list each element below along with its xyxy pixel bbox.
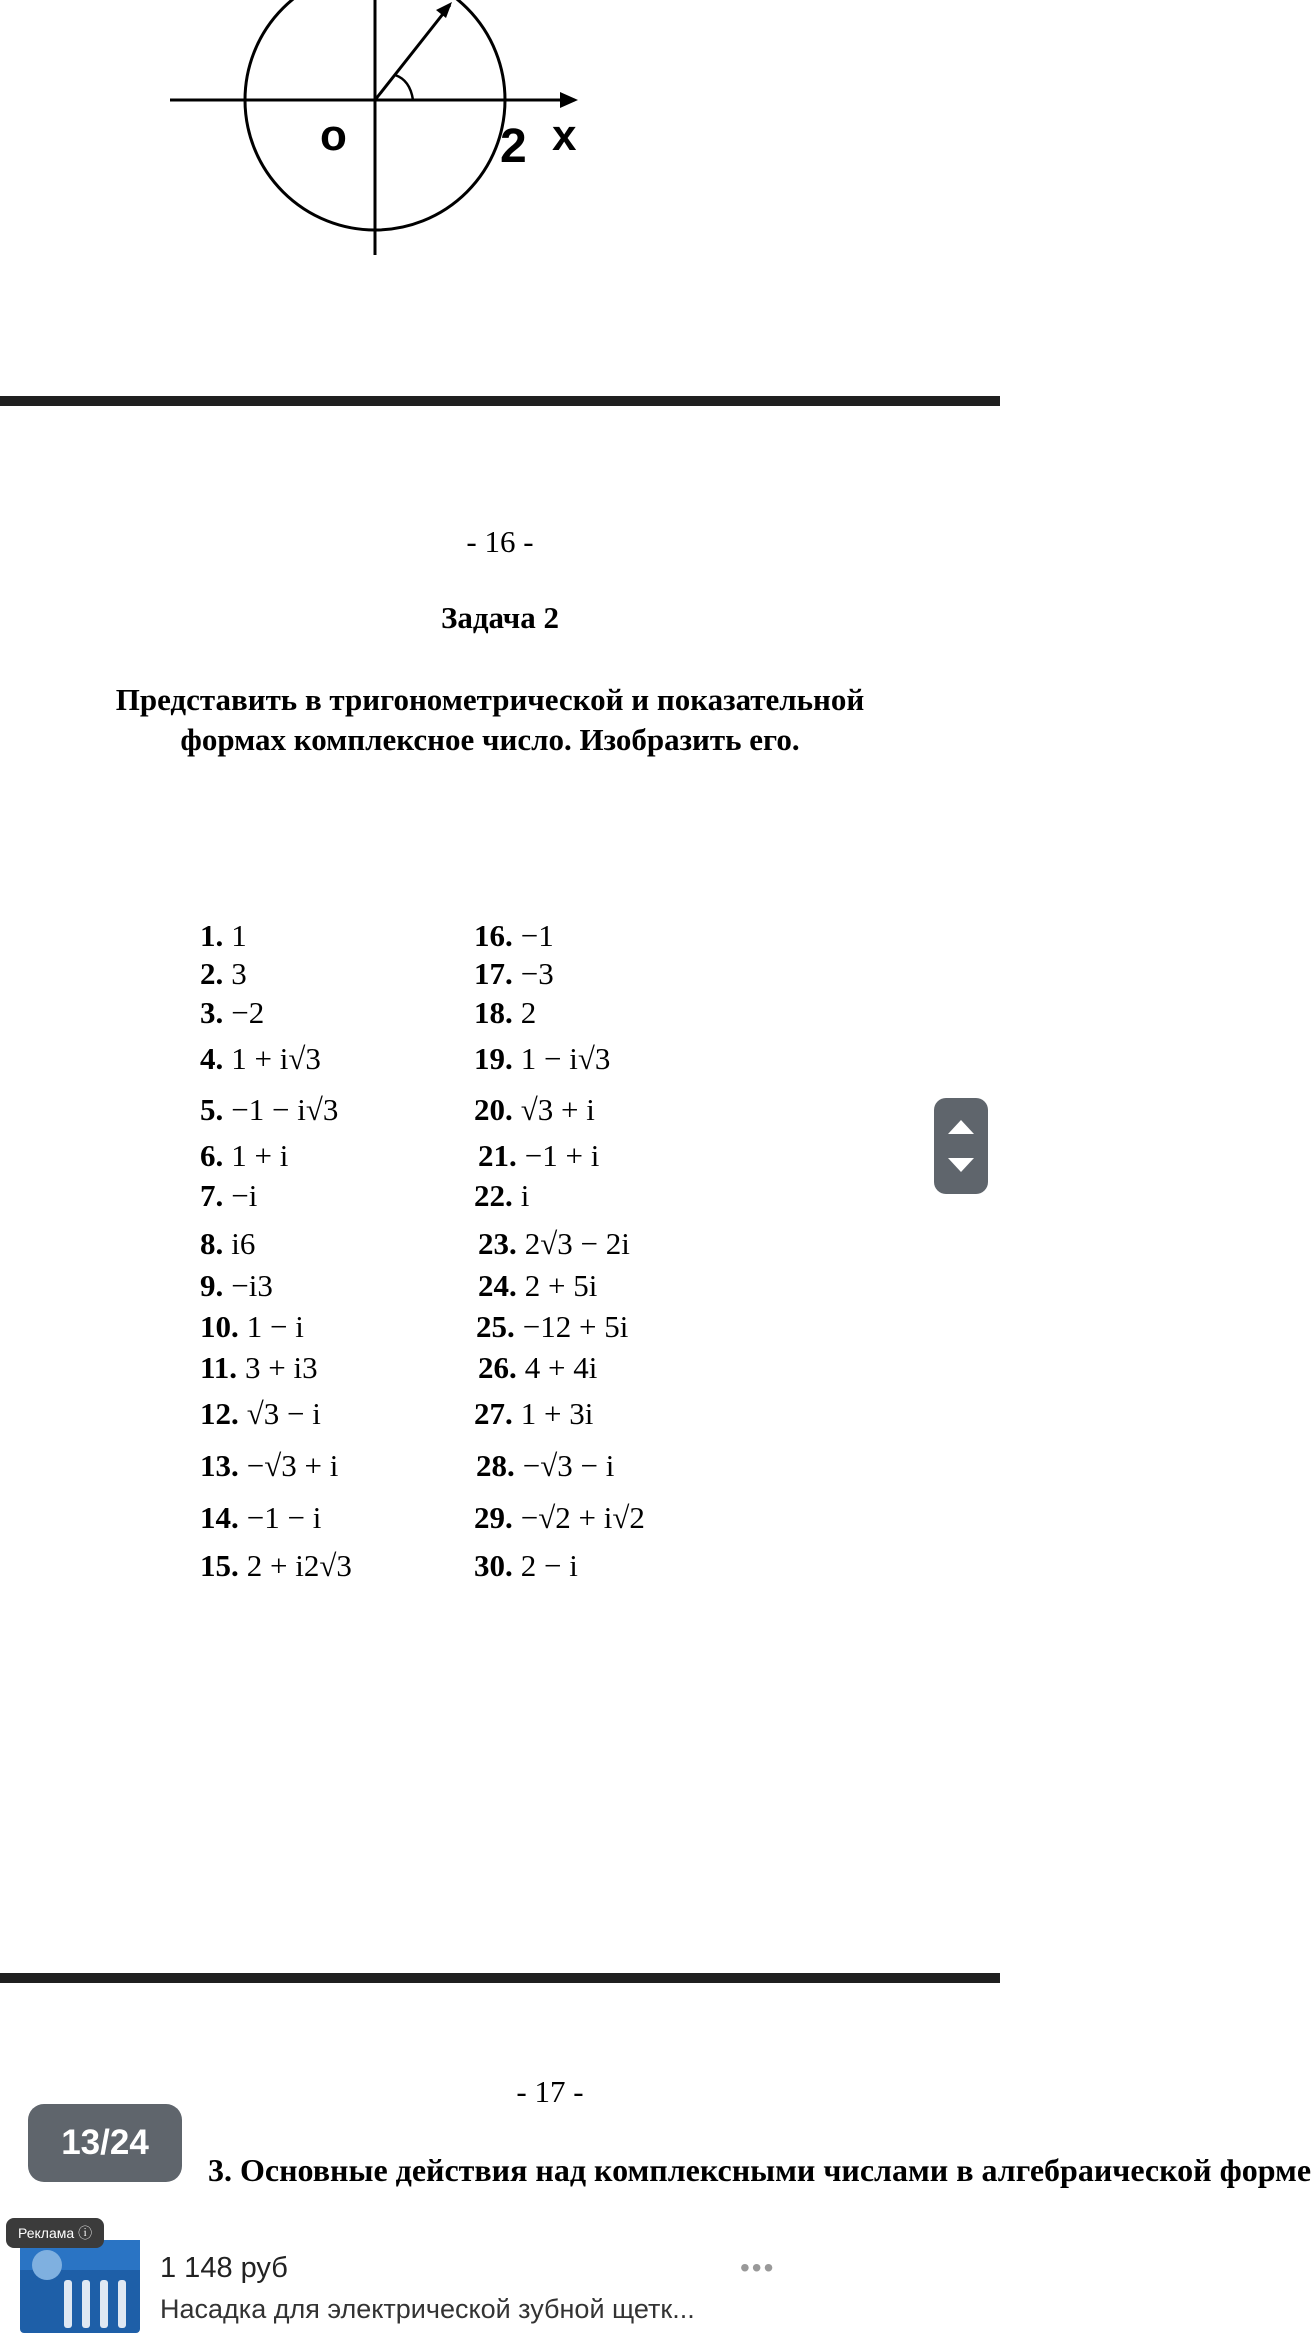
task-statement: Представить в тригонометрической и показательной формах комплексное число. Изобразить его. [115, 682, 865, 757]
task-title: Задача 2 [440, 600, 560, 635]
problem-item: 26. 4 + 4i [478, 1350, 598, 1385]
problem-item: 3. −2 [200, 995, 265, 1030]
problem-item: 23. 2√3 − 2i [478, 1226, 630, 1261]
problem-item: 30. 2 − i [474, 1548, 578, 1583]
problem-item: 10. 1 − i [200, 1309, 304, 1344]
problem-item: 12. √3 − i [200, 1396, 321, 1431]
ad-label: Реклама ⓘ [6, 2218, 104, 2248]
problem-item: 25. −12 + 5i [476, 1309, 629, 1344]
problem-item: 15. 2 + i2√3 [200, 1548, 352, 1583]
scroll-down-icon[interactable] [948, 1158, 974, 1172]
more-dots-icon[interactable]: ••• [740, 2252, 776, 2283]
problem-item: 18. 2 [474, 995, 537, 1030]
problem-item: 8. i6 [200, 1226, 256, 1261]
problem-item: 14. −1 − i [200, 1500, 322, 1535]
page-separator [0, 1973, 1000, 1983]
problem-item: 21. −1 + i [478, 1138, 600, 1173]
scroll-control[interactable] [934, 1098, 988, 1194]
page-number: - 17 - [516, 2074, 584, 2109]
problem-item: 24. 2 + 5i [478, 1268, 598, 1303]
problem-item: 22. i [474, 1178, 530, 1213]
section-title: 3. Основные действия над комплексными числами в алгебраической форме [208, 2152, 1311, 2188]
problem-item: 6. 1 + i [200, 1138, 289, 1173]
problem-item: 28. −√3 − i [476, 1448, 615, 1483]
page-number: - 16 - [466, 524, 534, 559]
origin-label: o [320, 111, 347, 160]
scroll-up-icon[interactable] [948, 1120, 974, 1134]
complex-plane-diagram [160, 0, 600, 260]
problem-item: 29. −√2 + i√2 [474, 1500, 645, 1535]
axis-label-x: x [552, 111, 577, 160]
ad-product-image[interactable] [20, 2240, 140, 2333]
problem-item: 19. 1 − i√3 [474, 1041, 611, 1076]
problem-item: 2. 3 [200, 956, 247, 991]
problem-list [200, 918, 760, 1598]
problem-item: 11. 3 + i3 [200, 1350, 318, 1385]
ad-description[interactable]: Насадка для электрической зубной щетк... [160, 2294, 695, 2324]
problem-item: 1. 1 [200, 918, 247, 953]
problem-item: 16. −1 [474, 918, 554, 953]
problem-item: 5. −1 − i√3 [200, 1092, 339, 1127]
page-indicator: 13/24 [28, 2104, 182, 2182]
ad-price[interactable]: 1 148 руб [160, 2252, 288, 2284]
vector [375, 5, 450, 100]
problem-item: 7. −i [200, 1178, 258, 1213]
page-separator [0, 396, 1000, 406]
problem-item: 9. −i3 [200, 1268, 273, 1303]
problem-item: 20. √3 + i [474, 1092, 595, 1127]
problem-item: 4. 1 + i√3 [200, 1041, 321, 1076]
tick-label: 2 [500, 120, 527, 173]
problem-item: 27. 1 + 3i [474, 1396, 594, 1431]
vector-arrow [436, 2, 452, 18]
problem-item: 13. −√3 + i [200, 1448, 339, 1483]
angle-arc [395, 75, 413, 100]
problem-item: 17. −3 [474, 956, 554, 991]
info-icon: ⓘ [78, 2225, 93, 2241]
x-axis-arrow [560, 92, 578, 108]
